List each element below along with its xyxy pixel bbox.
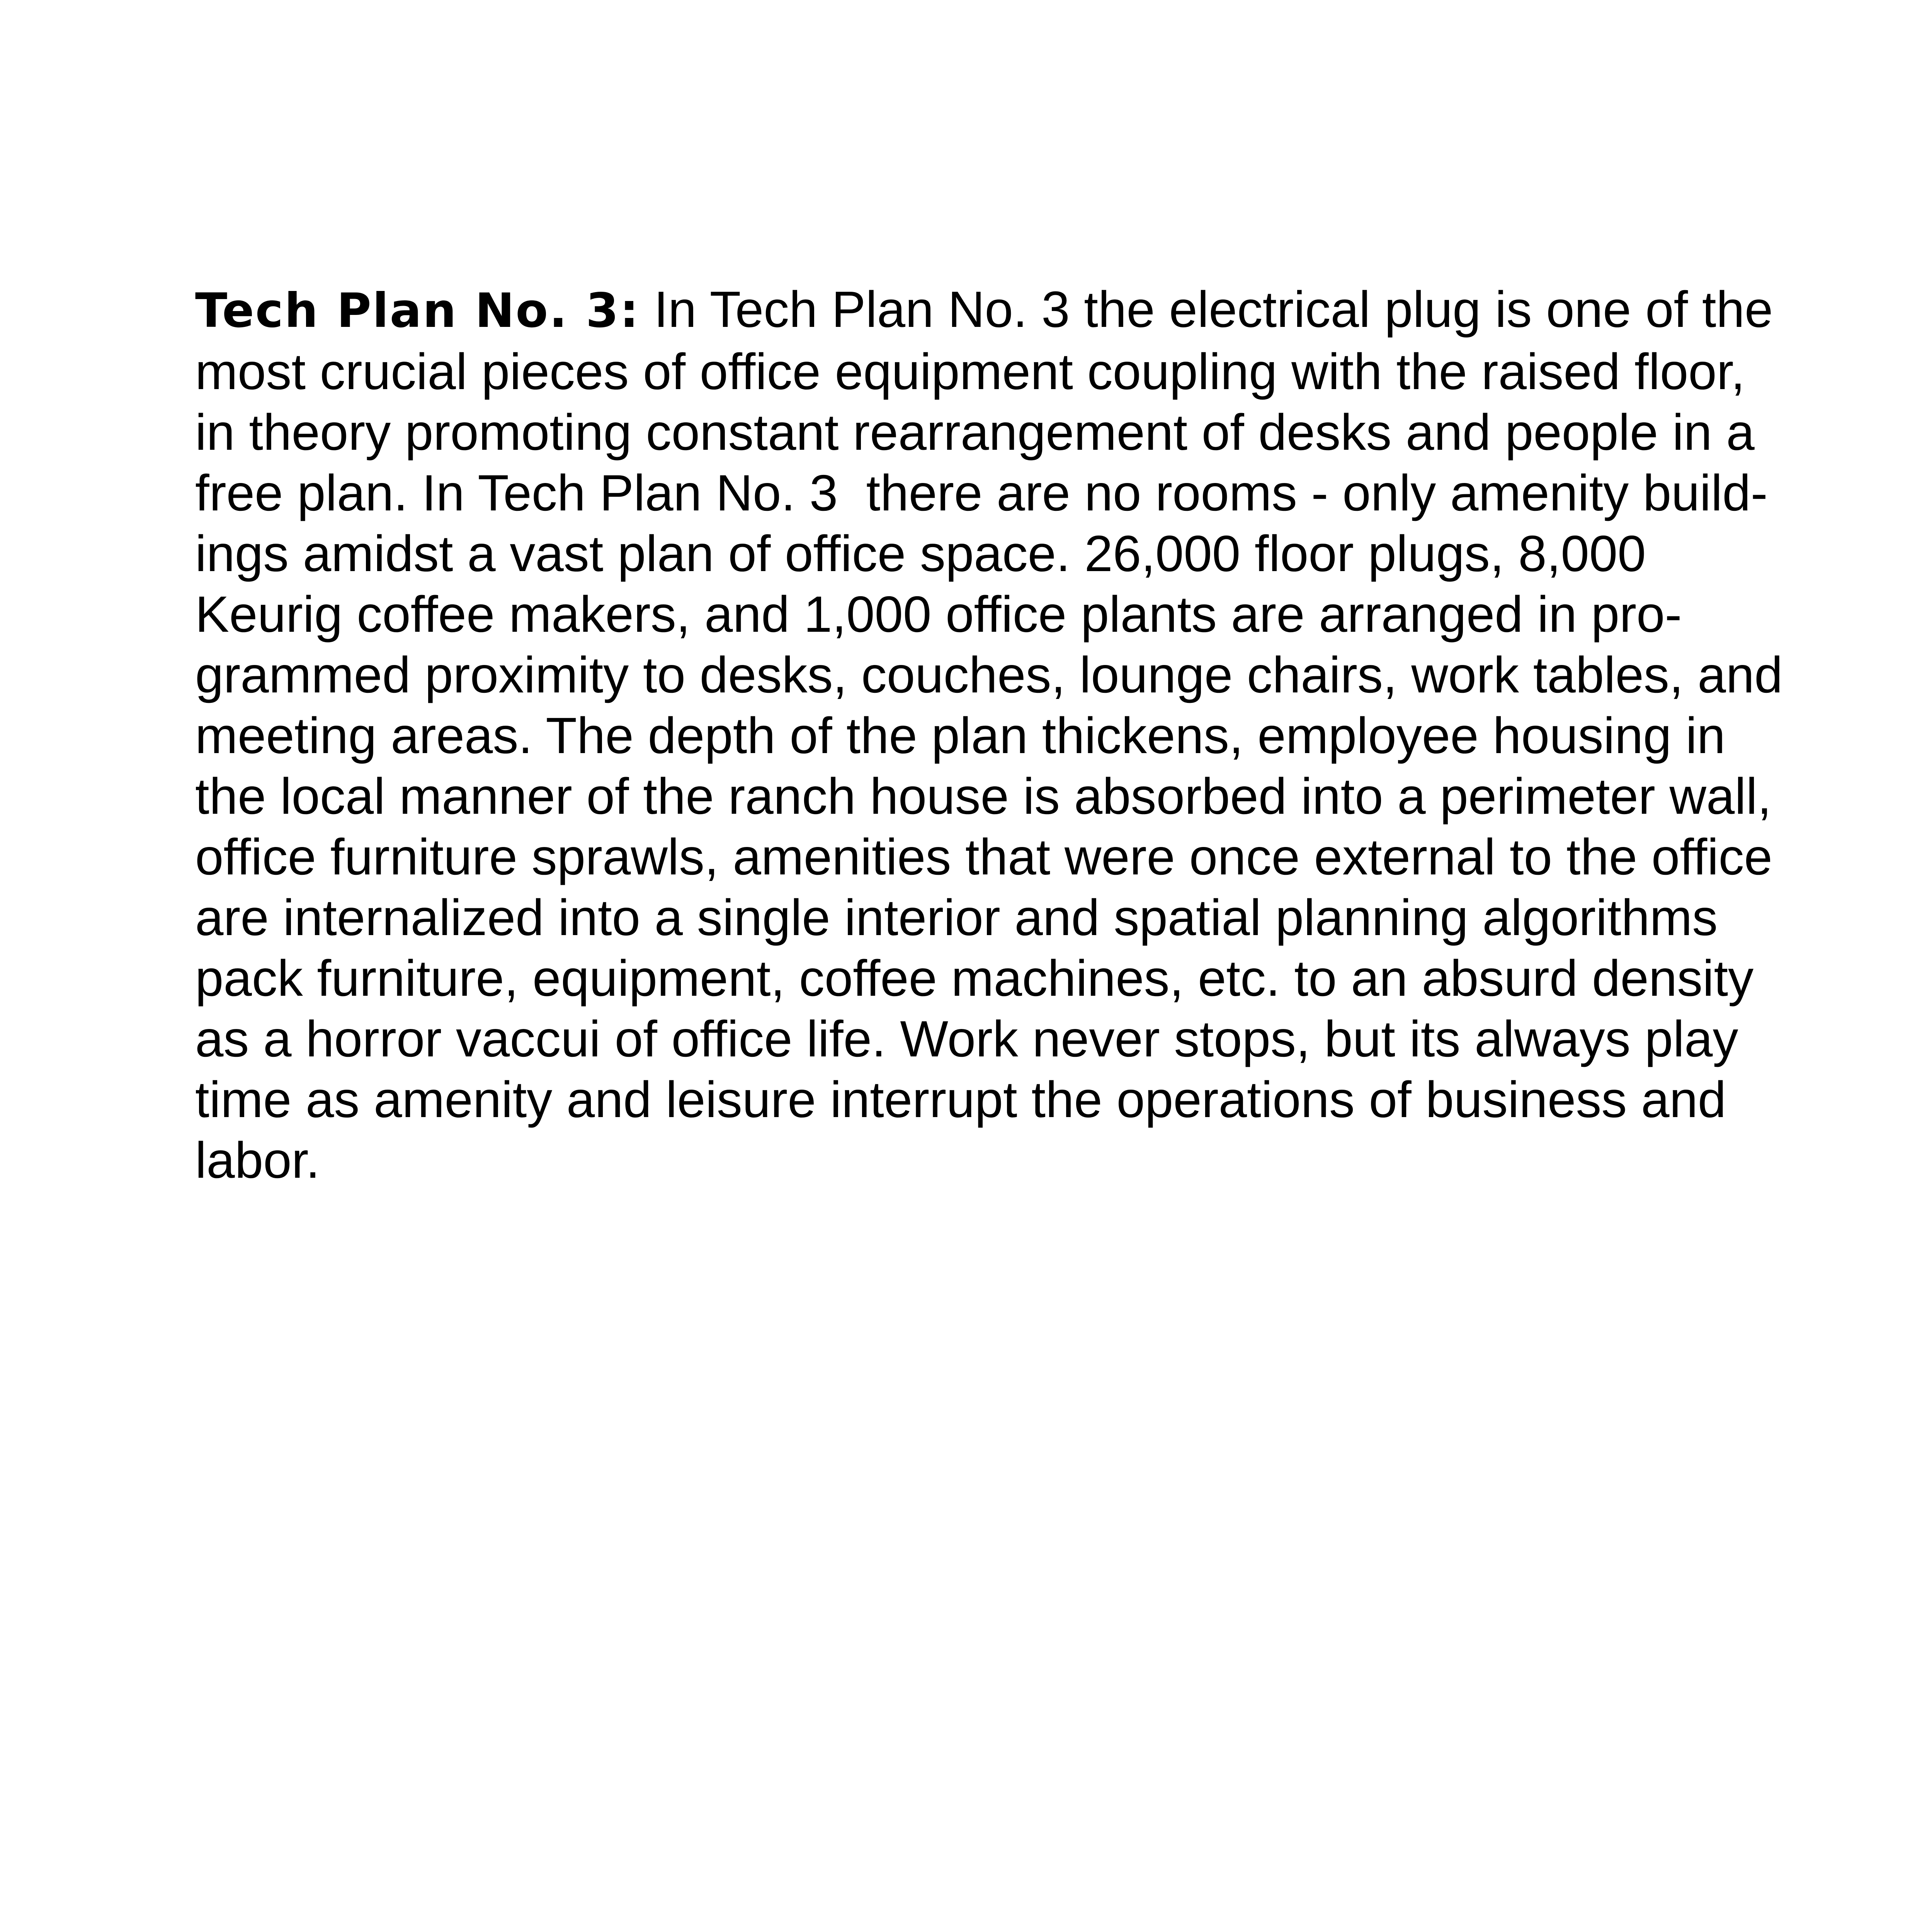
paragraph-line: office furniture sprawls, amenities that were once external to the office [195,828,1772,885]
paragraph-line: pack furniture, equipment, coffee machines, etc. to an absurd density [195,950,1754,1007]
paragraph-heading: Tech Plan No. 3: [195,283,640,338]
paragraph-line: Keurig coffee makers, and 1,000 office plants are arranged in pro- [195,586,1682,643]
paragraph-line: free plan. In Tech Plan No. 3 there are no rooms - only amenity build- [195,464,1768,521]
paragraph-line: meeting areas. The depth of the plan thickens, employee housing in [195,707,1726,764]
paragraph-line: ings amidst a vast plan of office space. 26,000 floor plugs, 8,000 [195,525,1646,582]
paragraph-line: are internalized into a single interior and spatial planning algorithms [195,889,1718,946]
paragraph-line: as a horror vaccui of office life. Work never stops, but its always play [195,1010,1738,1067]
paragraph-line: most crucial pieces of office equipment coupling with the raised floor, [195,343,1745,400]
paragraph-line: the local manner of the ranch house is absorbed into a perimeter wall, [195,768,1772,825]
paragraph-line: grammed proximity to desks, couches, lounge chairs, work tables, and [195,646,1783,703]
paragraph-line: in theory promoting constant rearrangement of desks and people in a [195,404,1755,461]
paragraph-line-1 [195,279,1818,341]
paragraph [195,279,1818,1190]
paragraph-line-text: In Tech Plan No. 3 the electrical plug is one of the [639,281,1773,338]
paragraph-line: time as amenity and leisure interrupt the operations of business and [195,1071,1726,1128]
paragraph-line: labor. [195,1132,320,1189]
